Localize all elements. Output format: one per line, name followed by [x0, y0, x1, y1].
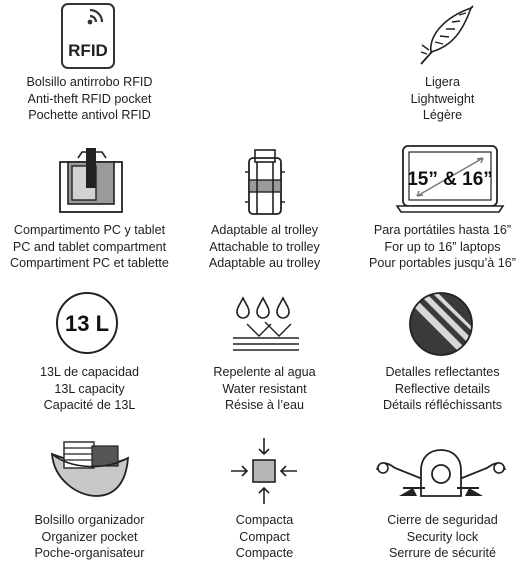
caption-en: PC and tablet compartment — [12, 239, 167, 254]
caption-en: 13L capacity — [54, 381, 125, 396]
laptop-size-label: 15” & 16” — [407, 169, 493, 190]
rfid-label: RFID — [68, 41, 108, 60]
feature-caption — [2, 222, 177, 272]
feature-caption — [2, 74, 177, 124]
caption-en: Attachable to trolley — [209, 239, 320, 254]
caption-fr: Pour portables jusqu’à 16” — [368, 256, 517, 271]
caption-es: Compacta — [235, 513, 294, 527]
feature-caption — [177, 222, 352, 272]
security-lock-icon — [373, 440, 509, 502]
laptop-size-icon — [395, 144, 505, 216]
caption-es: Detalles reflectantes — [385, 365, 500, 379]
caption-fr: Adaptable au trolley — [208, 256, 321, 271]
caption-es: Adaptable al trolley — [210, 223, 319, 237]
caption-en: Reflective details — [394, 381, 491, 396]
caption-en: Anti-theft RFID pocket — [27, 91, 152, 106]
reflective-stripes-icon — [407, 290, 475, 358]
caption-fr: Compartiment PC et tablette — [10, 256, 169, 271]
caption-es: Compartimento PC y tablet — [13, 223, 166, 237]
feature-caption — [355, 74, 524, 124]
caption-en: Security lock — [406, 529, 479, 544]
caption-es: 13L de capacidad — [40, 365, 139, 379]
feature-caption — [2, 364, 177, 414]
caption-fr: Légère — [422, 108, 463, 123]
caption-en: Water resistant — [222, 381, 307, 396]
feature-caption — [177, 512, 352, 562]
caption-fr: Pochette antivol RFID — [28, 108, 151, 123]
rfid-card-icon — [60, 2, 116, 70]
caption-es: Cierre de seguridad — [387, 513, 498, 527]
compact-arrows-icon — [229, 436, 299, 506]
caption-fr: Poche-organisateur — [34, 546, 145, 561]
water-drops-icon — [229, 294, 301, 354]
caption-es: Repelente al agua — [213, 365, 316, 379]
feature-caption — [355, 364, 524, 414]
caption-es: Bolsillo antirrobo RFID — [26, 75, 153, 89]
capacity-badge-icon — [54, 290, 120, 356]
caption-fr: Capacité de 13L — [43, 398, 136, 413]
feature-caption — [177, 364, 352, 414]
caption-es: Para portátiles hasta 16” — [373, 223, 512, 237]
caption-es: Bolsillo organizador — [34, 513, 145, 527]
caption-en: Organizer pocket — [41, 529, 138, 544]
caption-fr: Détails réfléchissants — [383, 398, 502, 413]
caption-fr: Compacte — [235, 546, 294, 561]
organizer-pocket-icon — [42, 436, 134, 500]
caption-en: Compact — [239, 529, 290, 544]
caption-fr: Serrure de sécurité — [388, 546, 497, 561]
capacity-label: 13 L — [64, 311, 110, 336]
caption-fr: Résise à l’eau — [224, 398, 305, 413]
caption-en: Lightweight — [410, 91, 475, 106]
feature-caption — [2, 512, 177, 562]
feather-icon — [413, 2, 479, 68]
feature-caption — [355, 222, 524, 272]
laptop-compartment-icon — [58, 144, 124, 214]
trolley-backpack-icon — [243, 142, 287, 218]
caption-en: For up to 16” laptops — [384, 239, 501, 254]
caption-es: Ligera — [424, 75, 460, 89]
feature-caption — [355, 512, 524, 562]
